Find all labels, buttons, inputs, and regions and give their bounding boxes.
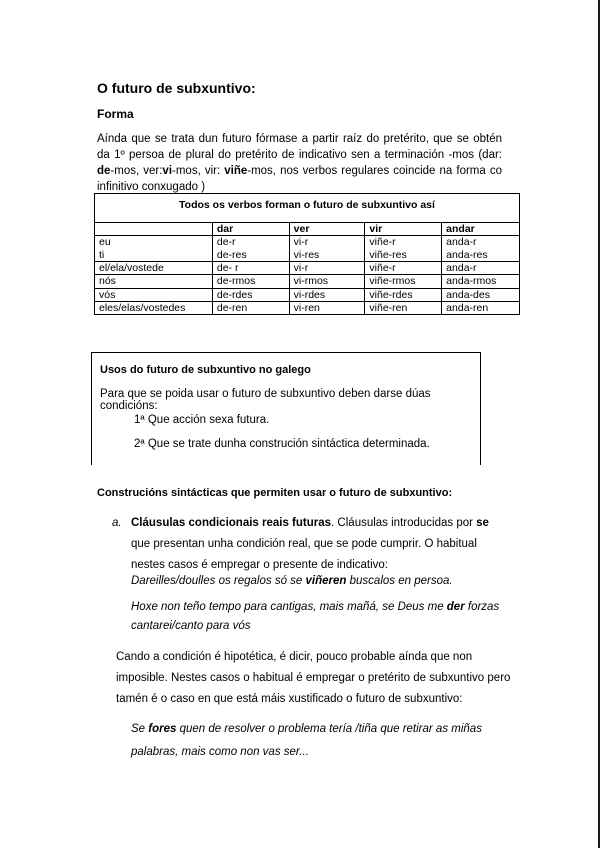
table-cell: el/ela/vostede <box>95 261 213 274</box>
table-cell: anda-rmos <box>442 275 520 288</box>
table-cell: de-rdes <box>212 288 289 301</box>
table-cell: viñe-res <box>365 248 442 261</box>
example-1: Dareilles/doulles os regalos só se viñeren buscalos en persoa. <box>131 575 453 587</box>
table-cell: anda-res <box>442 248 520 261</box>
table-row <box>95 261 520 274</box>
table-cell: viñe-rdes <box>365 288 442 301</box>
table-header <box>95 223 213 236</box>
table-cell: vi-r <box>289 261 365 274</box>
table-row <box>95 275 520 288</box>
table-cell: vós <box>95 288 213 301</box>
table-header: dar <box>212 223 289 236</box>
table-row <box>95 248 520 261</box>
table-caption: Todos os verbos forman o futuro de subxuntivo así <box>95 194 520 223</box>
table-row <box>95 301 520 314</box>
table-cell: vi-rmos <box>289 275 365 288</box>
page-title: O futuro de subxuntivo: <box>97 80 256 96</box>
table-cell: vi-ren <box>289 301 365 314</box>
table-cell: anda-des <box>442 288 520 301</box>
table-cell: anda-r <box>442 236 520 249</box>
table-cell: viñe-r <box>365 261 442 274</box>
usos-box <box>91 352 481 465</box>
table-cell: viñe-r <box>365 236 442 249</box>
condition-1: 1ª Que acción sexa futura. <box>134 414 270 426</box>
table-cell: eles/elas/vostedes <box>95 301 213 314</box>
table-cell: de- r <box>212 261 289 274</box>
intro-paragraph: Aínda que se trata dun futuro fórmase a partir raíz do pretérito, que se obtén da 1º persoa de plural do pretérito de indicativo sen a terminación -mos (dar: de-mos, ver:vi-mos, vir: viñe-mos, nos verbos regulares coincide na forma co infinitivo conxugado ) <box>97 133 502 193</box>
conjugation-table <box>94 193 520 315</box>
table-header: andar <box>442 223 520 236</box>
cando-paragraph: Cando a condición é hipotética, é dicir, pouco probable aínda que non imposible. Nestes casos o habitual é empregar o pretérito de subxuntivo pero tamén é o caso en que está máis xustificado o futuro de subxuntivo: <box>116 651 511 705</box>
table-cell: ti <box>95 248 213 261</box>
table-cell: anda-r <box>442 261 520 274</box>
usos-title: Usos do futuro de subxuntivo no galego <box>100 364 311 376</box>
table-cell: vi-rdes <box>289 288 365 301</box>
table-row <box>95 288 520 301</box>
table-cell: de-ren <box>212 301 289 314</box>
table-cell: viñe-ren <box>365 301 442 314</box>
table-header: vir <box>365 223 442 236</box>
table-cell: de-r <box>212 236 289 249</box>
condition-2: 2ª Que se trate dunha construción sintáctica determinada. <box>134 438 430 450</box>
table-cell: vi-res <box>289 248 365 261</box>
list-item-text: Cláusulas condicionais reais futuras. Cláusulas introducidas por se que presentan unha condición real, que se pode cumprir. O habitual nestes casos é empregar o presente de indicativo: <box>131 517 489 571</box>
usos-text: Para que se poida usar o futuro de subxuntivo deben darse dúas condicións: <box>100 388 431 412</box>
construcions-title: Construcións sintácticas que permiten usar o futuro de subxuntivo: <box>97 487 453 499</box>
table-cell: nós <box>95 275 213 288</box>
table-row <box>95 236 520 249</box>
section-heading-forma: Forma <box>97 107 134 121</box>
table-cell: anda-ren <box>442 301 520 314</box>
table-cell: eu <box>95 236 213 249</box>
table-header: ver <box>289 223 365 236</box>
table-cell: viñe-rmos <box>365 275 442 288</box>
list-marker: a. <box>112 517 122 529</box>
table-cell: vi-r <box>289 236 365 249</box>
example-2: Hoxe non teño tempo para cantigas, mais mañá, se Deus me der forzas cantarei/canto para vós <box>131 601 500 632</box>
table-cell: de-res <box>212 248 289 261</box>
example-3: Se fores quen de resolver o problema tería /tiña que retirar as miñas palabras, mais como non vas ser... <box>131 723 482 758</box>
table-cell: de-rmos <box>212 275 289 288</box>
